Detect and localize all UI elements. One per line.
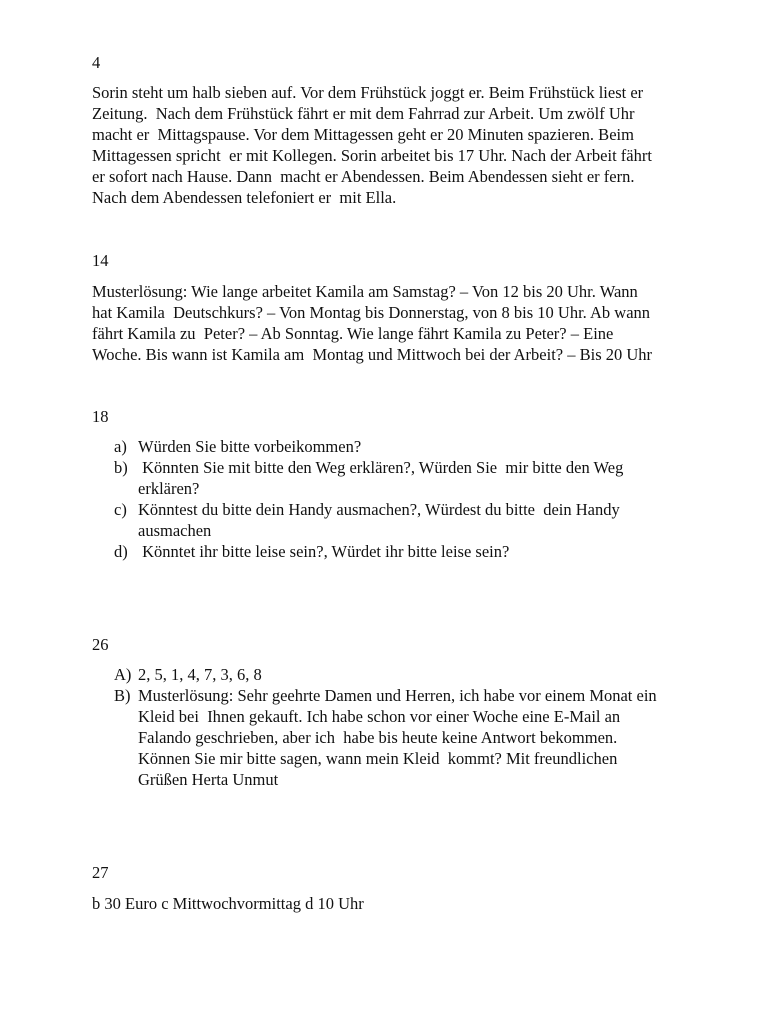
text-line: Falando geschrieben, aber ich habe bis heute keine Antwort bekommen. <box>138 728 618 747</box>
text-line: Nach dem Abendessen telefoniert er mit Ella. <box>92 188 397 207</box>
text-line: Musterlösung: Sehr geehrte Damen und Herren, ich habe vor einem Monat ein <box>138 686 657 705</box>
text-line: Könntest du bitte dein Handy ausmachen?, Würdest du bitte dein Handy <box>138 500 620 519</box>
text-line: Können Sie mir bitte sagen, wann mein Kleid kommt? Mit freundlichen <box>138 749 618 768</box>
section-number: 14 <box>92 251 109 270</box>
text-line: hat Kamila Deutschkurs? – Von Montag bis Donnerstag, von 8 bis 10 Uhr. Ab wann <box>92 303 651 322</box>
section-number: 26 <box>92 635 109 654</box>
list-item <box>114 499 724 541</box>
section-number: 18 <box>92 407 109 426</box>
list-item <box>114 664 724 685</box>
section-number: 27 <box>92 863 109 882</box>
list-marker: B) <box>114 686 131 705</box>
text-line: erklären? <box>138 479 200 498</box>
text-line: Könnten Sie mit bitte den Weg erklären?, Würden Sie mir bitte den Weg <box>138 458 624 477</box>
list-item <box>114 541 724 562</box>
text-line: Woche. Bis wann ist Kamila am Montag und Mittwoch bei der Arbeit? – Bis 20 Uhr <box>92 345 653 364</box>
section-paragraph <box>92 893 722 914</box>
text-line: Kleid bei Ihnen gekauft. Ich habe schon vor einer Woche eine E-Mail an <box>138 707 621 726</box>
text-line: er sofort nach Hause. Dann macht er Abendessen. Beim Abendessen sieht er fern. <box>92 167 635 186</box>
list-marker: b) <box>114 458 128 477</box>
list-marker: d) <box>114 542 128 561</box>
list-item <box>114 685 724 790</box>
text-line: Zeitung. Nach dem Frühstück fährt er mit dem Fahrrad zur Arbeit. Um zwölf Uhr <box>92 104 635 123</box>
list-marker: c) <box>114 500 127 519</box>
text-line: Grüßen Herta Unmut <box>138 770 279 789</box>
list-marker: A) <box>114 665 132 684</box>
list-marker: a) <box>114 437 127 456</box>
text-line: Könntet ihr bitte leise sein?, Würdet ihr bitte leise sein? <box>138 542 510 561</box>
text-line: ausmachen <box>138 521 212 540</box>
text-line: macht er Mittagspause. Vor dem Mittagessen geht er 20 Minuten spazieren. Beim <box>92 125 634 144</box>
section-number: 4 <box>92 53 101 72</box>
text-line: Musterlösung: Wie lange arbeitet Kamila am Samstag? – Von 12 bis 20 Uhr. Wann <box>92 282 638 301</box>
list-item <box>114 457 724 499</box>
list-item <box>114 436 724 457</box>
text-line: 2, 5, 1, 4, 7, 3, 6, 8 <box>138 665 262 684</box>
text-line: Mittagessen spricht er mit Kollegen. Sorin arbeitet bis 17 Uhr. Nach der Arbeit fährt <box>92 146 652 165</box>
text-line: Würden Sie bitte vorbeikommen? <box>138 437 362 456</box>
section-paragraph <box>92 82 722 208</box>
text-line: b 30 Euro c Mittwochvormittag d 10 Uhr <box>92 894 364 913</box>
text-line: Sorin steht um halb sieben auf. Vor dem Frühstück joggt er. Beim Frühstück liest er <box>92 83 644 102</box>
section-paragraph <box>92 281 722 365</box>
answer-list <box>114 436 724 562</box>
text-line: fährt Kamila zu Peter? – Ab Sonntag. Wie lange fährt Kamila zu Peter? – Eine <box>92 324 614 343</box>
answer-list <box>114 664 724 790</box>
